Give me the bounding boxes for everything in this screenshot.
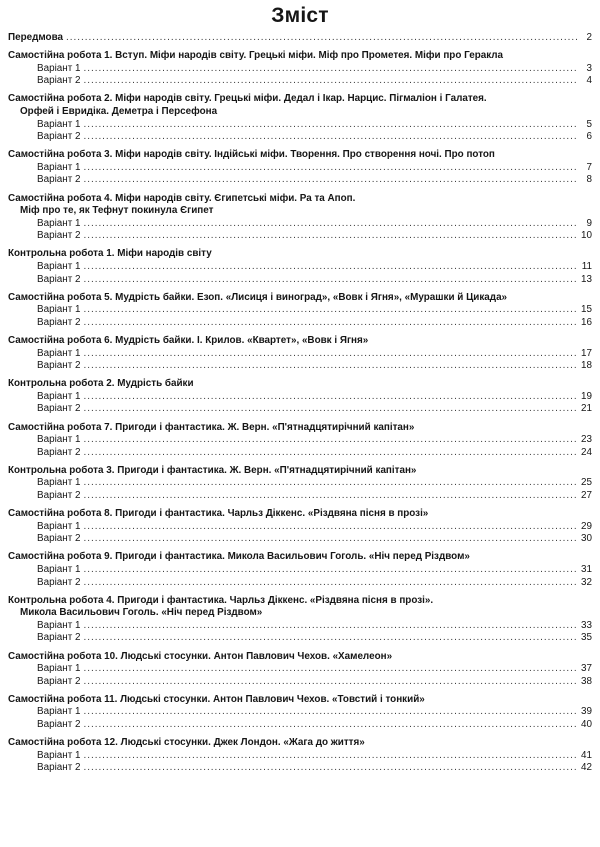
toc-entry-label: Варіант 1	[37, 161, 81, 173]
toc-entry-variant[interactable]	[8, 360, 592, 373]
toc-section-heading-text: Самостійна робота 6. Мудрість байки. І. Крилов. «Квартет», «Вовк і Ягня»	[8, 334, 369, 346]
toc-entry-label: Варіант 1	[37, 663, 81, 675]
dot-leader	[83, 230, 577, 243]
toc-page-number: 24	[581, 446, 592, 458]
toc-entry-variant[interactable]	[8, 348, 592, 361]
toc-entry-label: Варіант 1	[37, 62, 81, 74]
toc-entry-label: Варіант 2	[37, 533, 81, 545]
toc-section-heading-text: Контрольна робота 1. Міфи народів світу	[8, 248, 212, 260]
toc-entry-label: Варіант 1	[37, 434, 81, 446]
toc-page-number: 21	[581, 403, 592, 415]
toc-section-heading	[8, 551, 592, 564]
toc-entry-label: Варіант 2	[37, 675, 81, 687]
toc-entry-label: Варіант 1	[37, 304, 81, 316]
dot-leader	[83, 762, 577, 775]
toc-section-heading-text: Самостійна робота 4. Міфи народів світу. Єгипетські міфи. Ра та Апоп.	[8, 192, 356, 204]
toc-section	[8, 149, 592, 187]
dot-leader	[83, 348, 577, 361]
toc-section-heading	[8, 93, 592, 106]
dot-leader	[83, 391, 577, 404]
toc-section	[8, 378, 592, 416]
toc-entry-label: Варіант 2	[37, 632, 81, 644]
toc-entry-variant[interactable]	[8, 564, 592, 577]
dot-leader	[83, 63, 577, 76]
toc-entry-variant[interactable]	[8, 63, 592, 76]
dot-leader	[83, 490, 577, 503]
toc-section	[8, 248, 592, 286]
toc-entry-variant[interactable]	[8, 750, 592, 763]
toc-section	[8, 651, 592, 689]
toc-section-heading-text: Самостійна робота 1. Вступ. Міфи народів світу. Грецькі міфи. Міф про Прометея. Міфи про Геракла	[8, 50, 504, 62]
toc-section-heading-text: Контрольна робота 2. Мудрість байки	[8, 378, 194, 390]
toc-section	[8, 465, 592, 503]
dot-leader	[83, 663, 577, 676]
toc-entry-label: Варіант 2	[37, 490, 81, 501]
toc-section-heading	[8, 205, 592, 218]
toc-entry-variant[interactable]	[8, 490, 592, 503]
dot-leader	[83, 577, 577, 590]
toc-page-number: 31	[581, 563, 592, 575]
toc-entry-variant[interactable]	[8, 131, 592, 144]
dot-leader	[83, 131, 577, 144]
toc-section-heading-text: Контрольна робота 3. Пригоди і фантастика. Ж. Верн. «П'ятнадцятирічний капітан»	[8, 464, 417, 476]
toc-entry-label: Варіант 2	[37, 230, 81, 242]
toc-page-number: 8	[586, 174, 592, 186]
toc-section-heading	[8, 422, 592, 435]
toc-section-heading	[8, 508, 592, 521]
dot-leader	[83, 75, 577, 88]
toc-section-heading-text: Міф про те, як Тефнут покинула Єгипет	[20, 205, 214, 217]
toc-entry-variant[interactable]	[8, 304, 592, 317]
dot-leader	[83, 719, 577, 732]
toc-section	[8, 50, 592, 88]
toc-page-number: 40	[581, 719, 592, 730]
toc-section	[8, 551, 592, 589]
toc-entry-variant[interactable]	[8, 577, 592, 590]
toc-page-number: 11	[581, 261, 592, 272]
toc-section-heading	[8, 378, 592, 391]
toc-page-number: 32	[581, 576, 592, 588]
toc-entry-label: Варіант 2	[37, 576, 81, 588]
toc-page-number: 7	[586, 161, 592, 173]
toc-section	[8, 595, 592, 645]
toc-page-number: 13	[581, 273, 592, 285]
toc-section	[8, 335, 592, 373]
toc-entry-label: Варіант 2	[37, 131, 81, 143]
toc-entry-variant[interactable]	[8, 447, 592, 460]
dot-leader	[83, 174, 577, 187]
toc-section-heading	[8, 248, 592, 261]
toc-entry-label: Варіант 2	[37, 360, 81, 372]
toc-entry-variant[interactable]	[8, 391, 592, 404]
toc-page-number: 5	[586, 118, 592, 130]
toc-entry-label: Варіант 1	[37, 217, 81, 229]
dot-leader	[83, 632, 577, 645]
toc-section-heading-text: Самостійна робота 9. Пригоди і фантастика. Микола Васильович Гоголь. «Ніч перед Різдвом»	[8, 551, 470, 563]
toc-page-number: 38	[581, 675, 592, 687]
dot-leader	[83, 620, 577, 633]
toc-entry-label: Варіант 2	[37, 403, 81, 415]
toc-entry-label: Варіант 2	[37, 762, 81, 774]
toc-section	[8, 508, 592, 546]
toc-entry-variant[interactable]	[8, 477, 592, 490]
toc-page-number: 17	[581, 347, 592, 359]
toc-section-heading	[8, 193, 592, 206]
table-of-contents	[8, 32, 592, 775]
dot-leader	[83, 533, 577, 546]
dot-leader	[66, 32, 577, 45]
toc-entry-label: Варіант 1	[37, 118, 81, 130]
dot-leader	[83, 304, 577, 317]
toc-entry-label: Варіант 1	[37, 749, 81, 761]
dot-leader	[83, 274, 577, 287]
toc-entry-label: Передмова	[8, 32, 64, 43]
dot-leader	[83, 317, 577, 330]
toc-section-heading-text: Самостійна робота 10. Людські стосунки. Антон Павлович Чехов. «Хамелеон»	[8, 650, 393, 662]
toc-page-number: 16	[581, 316, 592, 328]
toc-page-number: 4	[586, 75, 592, 87]
toc-page-number: 3	[586, 62, 592, 74]
toc-section-heading	[8, 737, 592, 750]
toc-section-heading	[8, 335, 592, 348]
toc-entry-label: Варіант 2	[37, 75, 81, 87]
toc-page-number: 9	[586, 217, 592, 229]
toc-entry-label: Варіант 1	[37, 563, 81, 575]
toc-entry-variant[interactable]	[8, 632, 592, 645]
toc-section-heading	[8, 50, 592, 63]
toc-page-number: 18	[581, 360, 592, 372]
toc-section-heading-text: Самостійна робота 2. Міфи народів світу. Грецькі міфи. Дедал і Ікар. Нарцис. Пігмаліон і Галатея.	[8, 93, 487, 105]
toc-entry-variant[interactable]	[8, 663, 592, 676]
toc-section-heading	[8, 595, 592, 608]
toc-entry-variant[interactable]	[8, 119, 592, 132]
toc-section-heading-text: Самостійна робота 7. Пригоди і фантастика. Ж. Верн. «П'ятнадцятирічний капітан»	[8, 421, 415, 433]
dot-leader	[83, 162, 577, 175]
toc-page-number: 41	[581, 749, 592, 761]
toc-section	[8, 694, 592, 732]
toc-entry-variant[interactable]	[8, 261, 592, 274]
toc-entry-variant[interactable]	[8, 218, 592, 231]
toc-entry-label: Варіант 1	[37, 706, 81, 718]
dot-leader	[83, 564, 577, 577]
toc-entry-label: Варіант 2	[37, 719, 81, 730]
toc-section	[8, 737, 592, 775]
toc-page-number: 10	[581, 230, 592, 242]
toc-entry-label: Варіант 2	[37, 316, 81, 328]
toc-section-heading-text: Орфей і Евридіка. Деметра і Персефона	[20, 105, 218, 117]
toc-section-heading	[8, 465, 592, 478]
toc-page-number: 42	[581, 762, 592, 774]
toc-section-heading	[8, 292, 592, 305]
toc-page-number: 2	[586, 32, 592, 43]
dot-leader	[83, 403, 577, 416]
toc-page-number: 6	[586, 131, 592, 143]
toc-section-heading	[8, 607, 592, 620]
toc-entry-variant[interactable]	[8, 706, 592, 719]
dot-leader	[83, 261, 577, 274]
toc-page-number: 25	[581, 477, 592, 489]
toc-entry-label: Варіант 1	[37, 390, 81, 402]
toc-page-number: 35	[581, 632, 592, 644]
toc-entry-variant[interactable]	[8, 75, 592, 88]
toc-entry-label: Варіант 1	[37, 347, 81, 359]
dot-leader	[83, 218, 577, 231]
dot-leader	[83, 706, 577, 719]
dot-leader	[83, 477, 577, 490]
toc-section-heading-text: Самостійна робота 11. Людські стосунки. Антон Павлович Чехов. «Товстий і тонкий»	[8, 693, 425, 705]
dot-leader	[83, 119, 577, 132]
dot-leader	[83, 360, 577, 373]
toc-section	[8, 193, 592, 243]
toc-page-number: 39	[581, 706, 592, 718]
toc-section	[8, 93, 592, 143]
toc-section-preface	[8, 32, 592, 45]
toc-section	[8, 292, 592, 330]
toc-section-heading-text: Контрольна робота 4. Пригоди і фантастика. Чарльз Діккенс. «Різдвяна пісня в прозі».	[8, 594, 434, 606]
dot-leader	[83, 447, 577, 460]
toc-entry-variant[interactable]	[8, 162, 592, 175]
toc-section-heading	[8, 149, 592, 162]
page-title: Зміст	[271, 4, 329, 27]
toc-entry-variant[interactable]	[8, 762, 592, 775]
dot-leader	[83, 750, 577, 763]
toc-section-heading-text: Самостійна робота 8. Пригоди і фантастика. Чарльз Діккенс. «Різдвяна пісня в прозі»	[8, 508, 429, 520]
toc-entry-variant[interactable]	[8, 403, 592, 416]
toc-entry-variant[interactable]	[8, 317, 592, 330]
toc-entry-preface[interactable]	[8, 32, 592, 45]
toc-entry-label: Варіант 2	[37, 273, 81, 285]
toc-page-number: 27	[581, 490, 592, 501]
toc-page-number: 33	[581, 619, 592, 631]
toc-entry-variant[interactable]	[8, 274, 592, 287]
toc-entry-variant[interactable]	[8, 676, 592, 689]
toc-section-heading-text: Самостійна робота 5. Мудрість байки. Езоп. «Лисиця і виноград», «Вовк і Ягня», «Мурашки й Цикада»	[8, 291, 508, 303]
toc-entry-label: Варіант 1	[37, 477, 81, 489]
toc-entry-variant[interactable]	[8, 434, 592, 447]
toc-entry-variant[interactable]	[8, 620, 592, 633]
toc-page-number: 19	[581, 390, 592, 402]
toc-entry-variant[interactable]	[8, 719, 592, 732]
toc-section-heading	[8, 694, 592, 707]
toc-entry-label: Варіант 1	[37, 520, 81, 532]
toc-entry-variant[interactable]	[8, 533, 592, 546]
dot-leader	[83, 521, 577, 534]
toc-page-number: 15	[581, 304, 592, 316]
toc-page-number: 23	[581, 434, 592, 446]
toc-page-number: 37	[581, 663, 592, 675]
toc-entry-variant[interactable]	[8, 230, 592, 243]
toc-entry-label: Варіант 2	[37, 174, 81, 186]
toc-page-number: 29	[581, 520, 592, 532]
toc-section-heading-text: Самостійна робота 3. Міфи народів світу. Індійські міфи. Творення. Про створення ночі. Про потоп	[8, 149, 495, 161]
dot-leader	[83, 434, 577, 447]
toc-entry-variant[interactable]	[8, 174, 592, 187]
toc-section-heading-text: Самостійна робота 12. Людські стосунки. Джек Лондон. «Жага до життя»	[8, 737, 365, 749]
toc-entry-variant[interactable]	[8, 521, 592, 534]
toc-section-heading-text: Микола Васильович Гоголь. «Ніч перед Різдвом»	[20, 607, 263, 619]
toc-entry-label: Варіант 2	[37, 446, 81, 458]
toc-entry-label: Варіант 1	[37, 261, 81, 272]
toc-section-heading	[8, 106, 592, 119]
toc-page-number: 30	[581, 533, 592, 545]
toc-section-heading	[8, 651, 592, 664]
toc-entry-label: Варіант 1	[37, 619, 81, 631]
toc-section	[8, 422, 592, 460]
dot-leader	[83, 676, 577, 689]
